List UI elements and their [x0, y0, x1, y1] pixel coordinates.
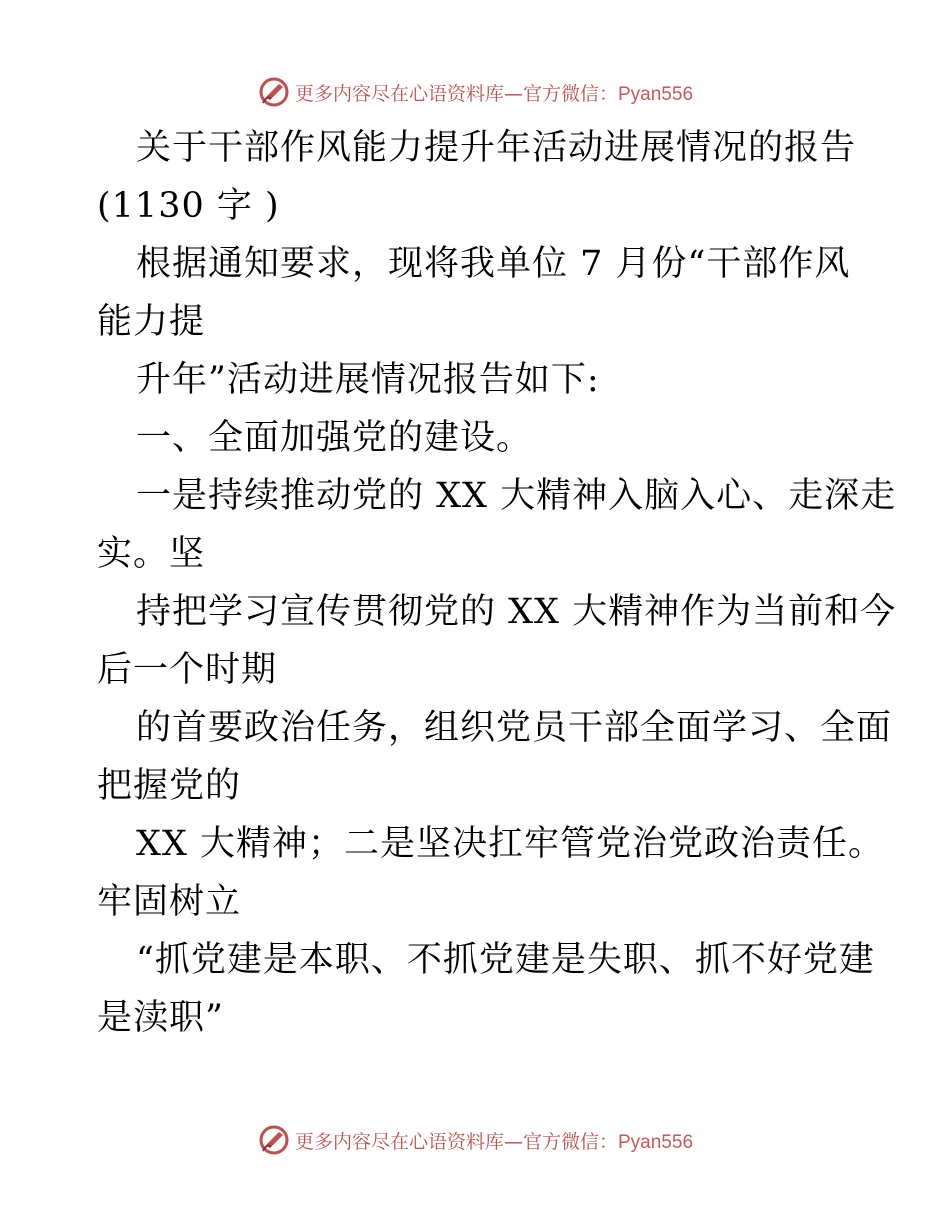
- paragraph-line: 根据通知要求，现将我单位 7 月份“干部作风: [136, 244, 851, 284]
- paragraph-line: XX 大精神；二是坚决扛牢管党治党政治责任。: [136, 824, 884, 864]
- watermark-site: 更多内容尽在心语资料库: [294, 1130, 504, 1153]
- paragraph-line: “抓党建是本职、不抓党建是失职、抓不好党建: [136, 940, 875, 980]
- watermark-text: [295, 1127, 693, 1154]
- header-watermark: [0, 72, 950, 112]
- paragraph-line: 后一个时期: [97, 650, 278, 690]
- document-word-count: (1130 字 ): [97, 186, 280, 226]
- paragraph-line: 能力提: [97, 302, 206, 342]
- footer-watermark: [0, 1120, 950, 1160]
- brand-logo-icon: [257, 1123, 291, 1157]
- watermark-wechat-label: 官方微信：: [522, 1130, 618, 1153]
- watermark-text: [295, 79, 693, 106]
- watermark-wechat-id: Pyan556: [618, 1131, 694, 1153]
- document-title: 关于干部作风能力提升年活动进展情况的报告: [136, 128, 857, 168]
- paragraph-line: 升年”活动进展情况报告如下:: [136, 360, 600, 400]
- paragraph-line: 实。坚: [97, 534, 206, 574]
- watermark-site: 更多内容尽在心语资料库: [294, 82, 504, 105]
- paragraph-line: 牢固树立: [97, 882, 242, 922]
- brand-logo-icon: [257, 75, 291, 109]
- paragraph-line: 持把学习宣传贯彻党的 XX 大精神作为当前和今: [136, 592, 897, 632]
- watermark-separator: —: [503, 82, 523, 105]
- paragraph-line: 把握党的: [97, 766, 242, 806]
- paragraph-line: 一是持续推动党的 XX 大精神入脑入心、走深走: [136, 476, 897, 516]
- watermark-wechat-id: Pyan556: [618, 83, 694, 105]
- watermark-separator: —: [503, 1130, 523, 1153]
- paragraph-line: 是渎职”: [97, 998, 224, 1038]
- section-heading: 一、全面加强党的建设。: [136, 418, 533, 458]
- watermark-wechat-label: 官方微信：: [522, 82, 618, 105]
- paragraph-line: 的首要政治任务，组织党员干部全面学习、全面: [136, 708, 893, 748]
